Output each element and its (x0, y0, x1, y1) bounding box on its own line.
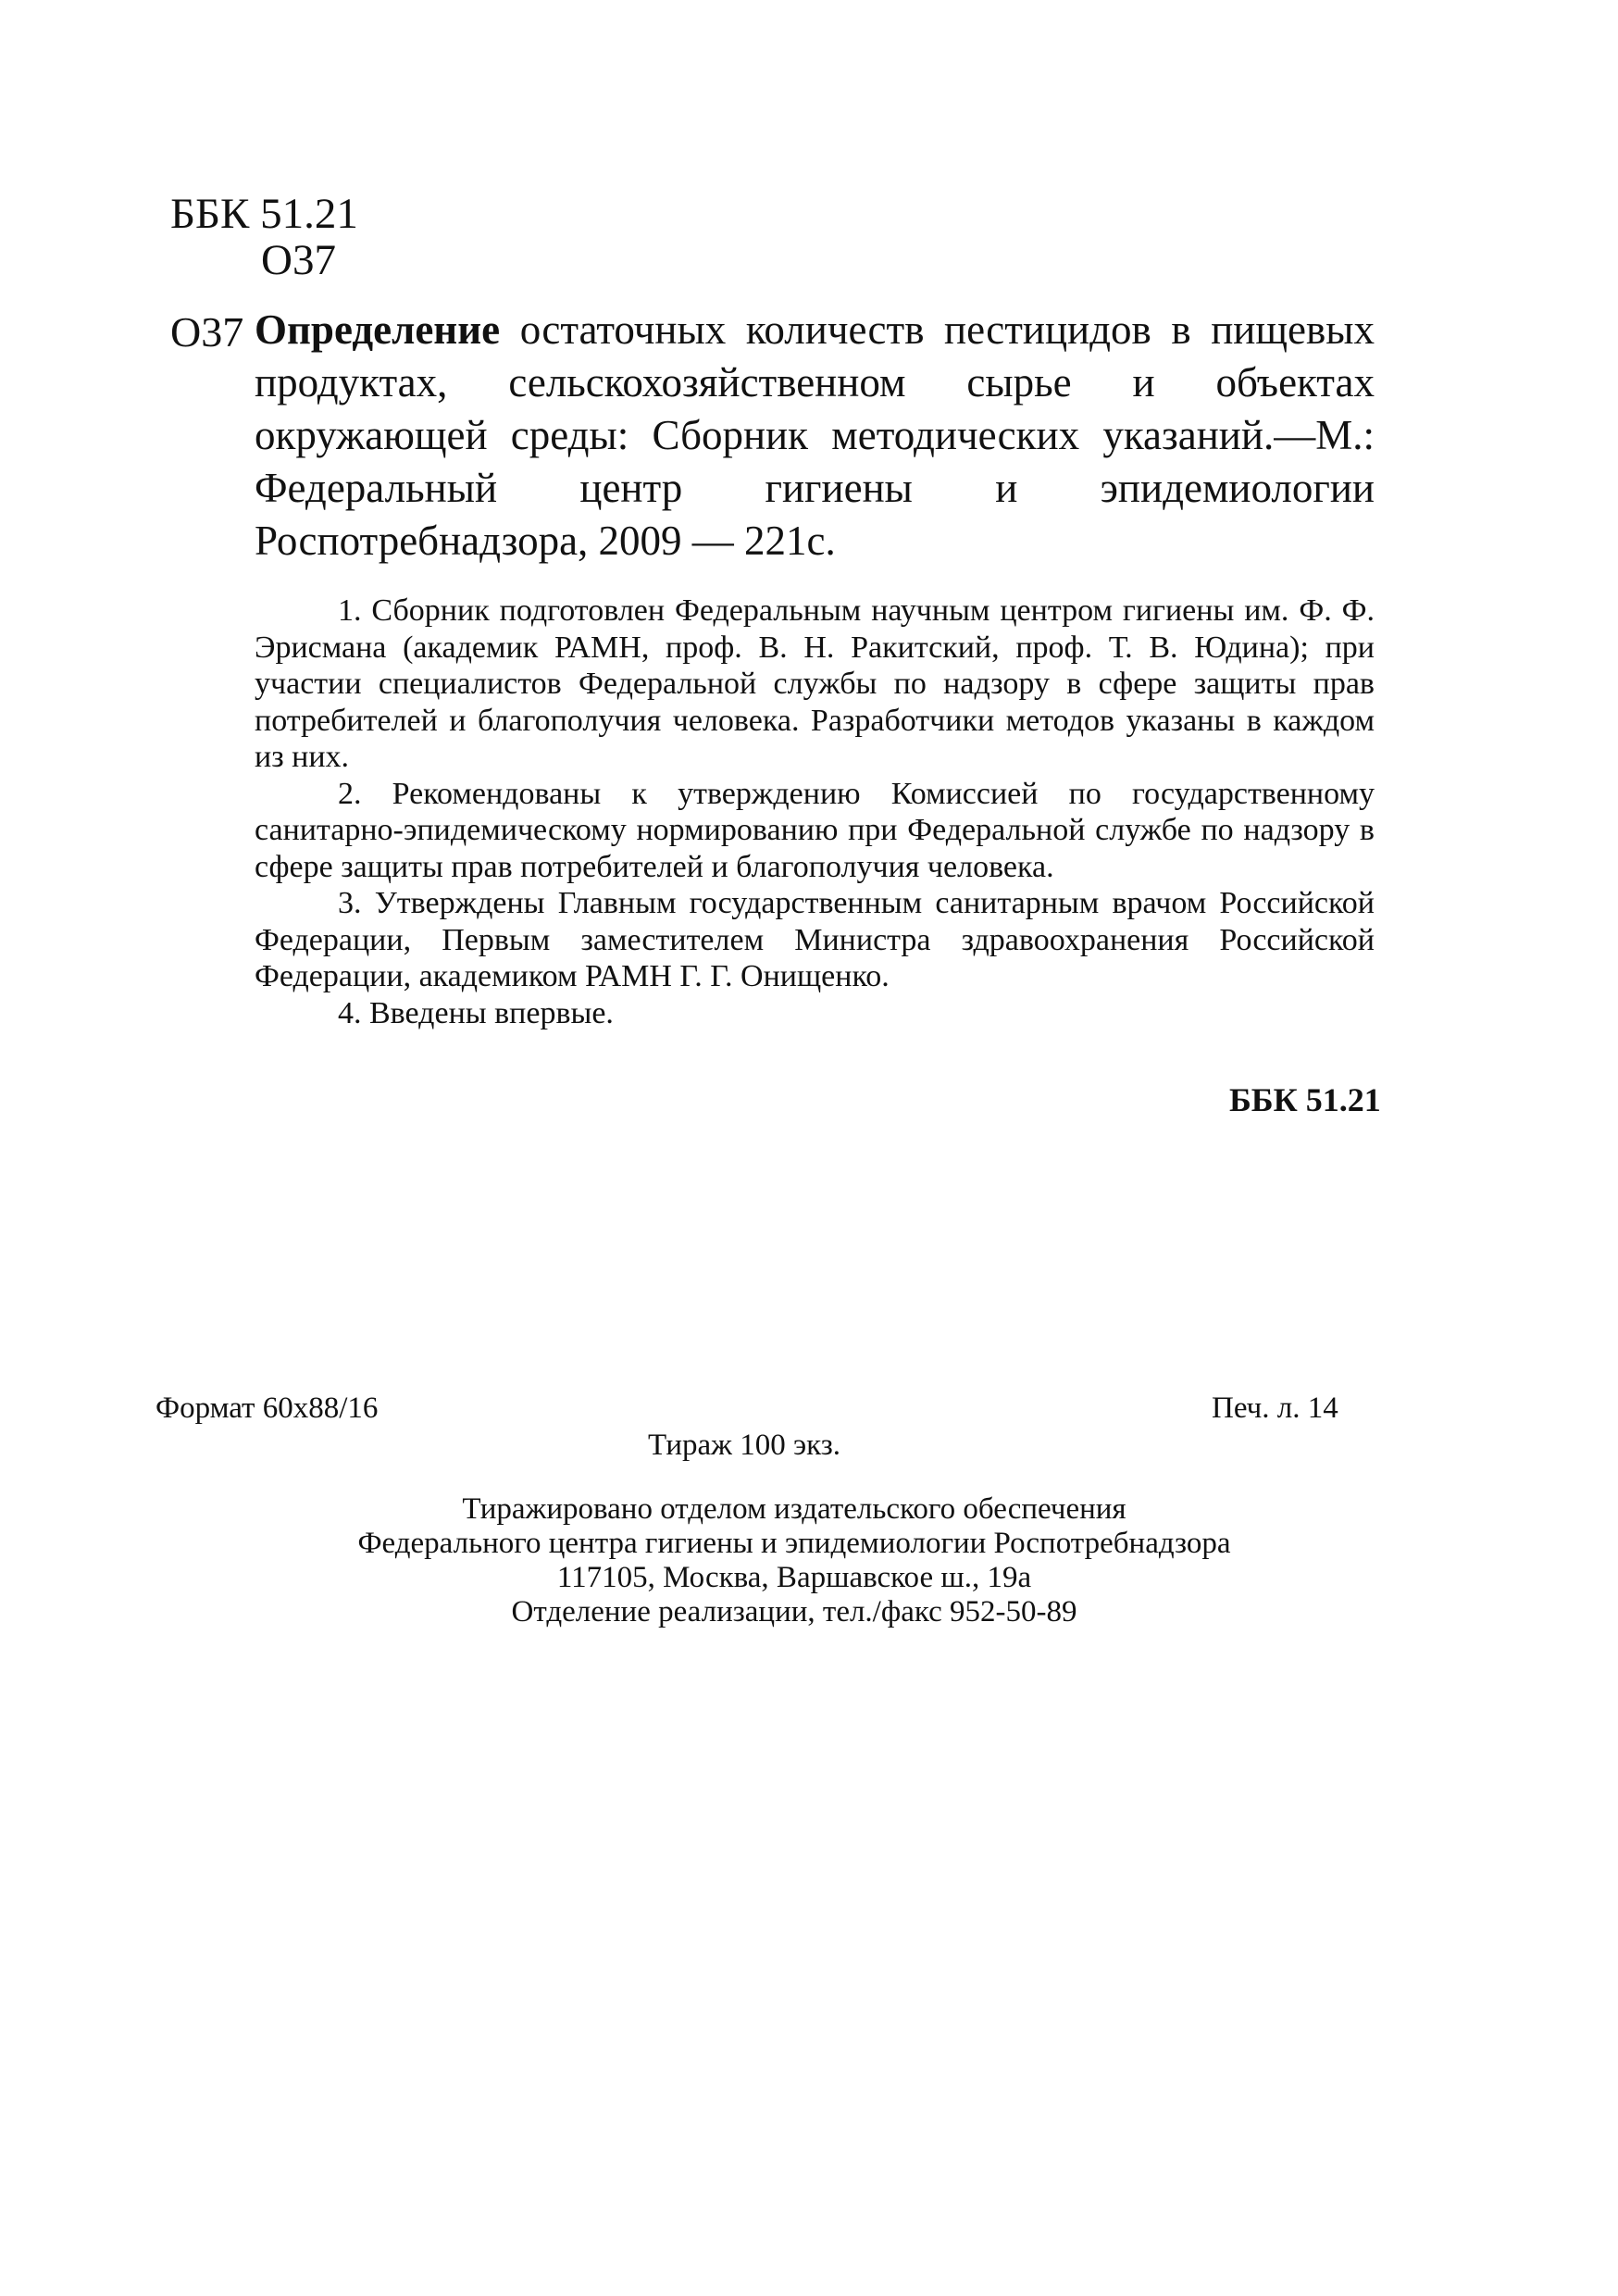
publication-notes (255, 593, 1375, 1031)
entry-author-code: О37 (170, 308, 244, 356)
paper-format: Формат 60х88/16 (156, 1391, 379, 1425)
note-item: 3. Утверждены Главным государственным санитарным врачом Российской Федерации, Первым заместителем Министра здравоохранения Российской Федерации, академиком РАМН Г. Г. Онищенко. (255, 886, 1375, 993)
note-item: 1. Сборник подготовлен Федеральным научным центром гигиены им. Ф. Ф. Эрисмана (академик РАМН, проф. В. Н. Ракитский, проф. Т. В. Юдина); при участии специалистов Федеральной службы по надзору в сфере защиты прав потребителей и благополучия человека. Разработчики методов указаны в каждом из них. (255, 593, 1375, 774)
print-run-text: Тираж 100 экз. (648, 1429, 840, 1462)
entry-title-lead: Определение (255, 306, 501, 353)
print-run (0, 1430, 1618, 1461)
printed-sheets: Печ. л. 14 (1212, 1391, 1338, 1425)
imprint-line: Федерального центра гигиены и эпидемиологии Роспотребнадзора (357, 1527, 1231, 1560)
imprint-line: Тиражировано отделом издательского обеспечения (462, 1492, 1126, 1526)
imprint-line: Отделение реализации, тел./факс 952-50-89 (511, 1595, 1077, 1628)
imprint-block (0, 1492, 1618, 1629)
bbk-index-top: ББК 51.21 (170, 190, 358, 238)
bbk-index-bottom: ББК 51.21 (1229, 1081, 1381, 1118)
author-code-top: О37 (261, 236, 336, 284)
note-item: 2. Рекомендованы к утверждению Комиссией по государственному санитарно-эпидемическому нормированию при Федеральной службе по надзору в сфере защиты прав потребителей и благополучия человека. (255, 776, 1375, 884)
entry-title-rest: остаточных количеств пестицидов в пищевых продуктах, сельскохозяйственном сырье и объектах окружающей среды: Сборник методических указаний.—М.: Федеральный центр гигиены и эпидемиологии Роспотребнадзора, 2009 — 221с. (255, 306, 1375, 564)
note-item: 4. Введены впервые. (338, 995, 614, 1030)
bibliographic-entry (255, 304, 1375, 568)
imprint-line: 117105, Москва, Варшавское ш., 19а (556, 1561, 1032, 1594)
